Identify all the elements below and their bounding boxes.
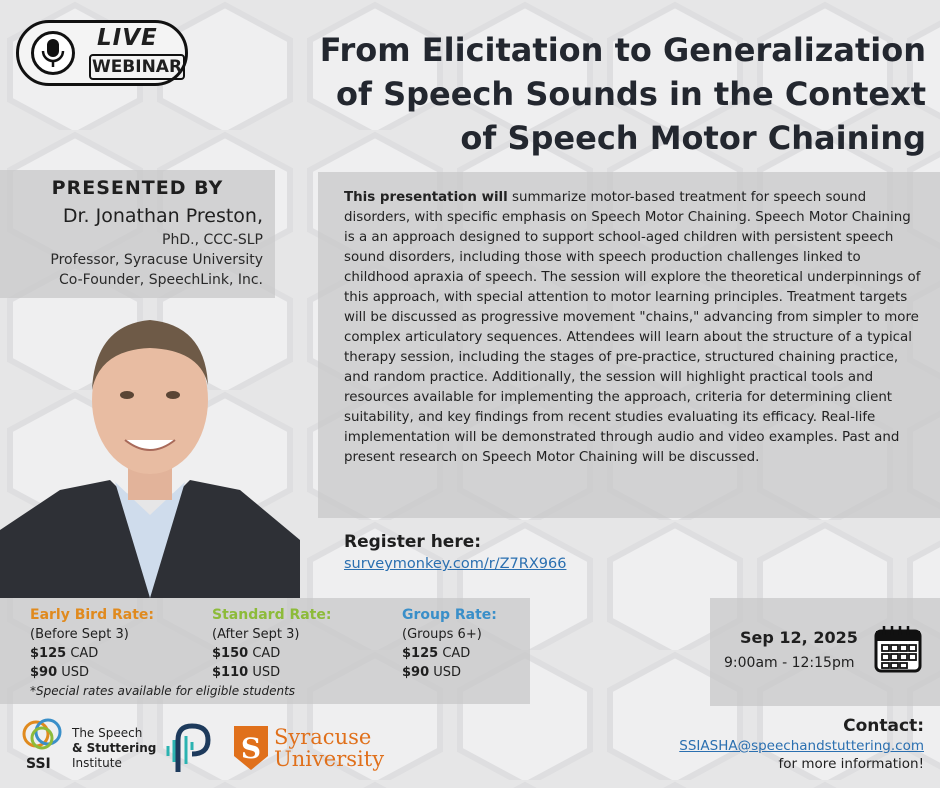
presented-by-heading: PRESENTED BY [51, 177, 224, 199]
ssi-name: The Speech & Stuttering Institute [72, 726, 157, 770]
early-bird-note: (Before Sept 3) [30, 627, 129, 642]
standard-usd: $110 USD [212, 665, 281, 680]
contact-heading: Contact: [843, 716, 924, 736]
group-title: Group Rate: [402, 607, 497, 623]
date-panel [710, 598, 940, 706]
title-line-1: From Elicitation to Generalization [319, 31, 926, 69]
syracuse-name: Syracuse University [274, 725, 385, 771]
title-line-2: of Speech Sounds in the Context [336, 75, 926, 113]
description-text [344, 188, 924, 468]
ssi-abbreviation: SSI [26, 756, 51, 772]
ssi-logo [20, 716, 66, 752]
description-body: summarize motor-based treatment for speech sound disorders, with specific emphasis on Speech Motor Chaining. Speech Motor Chaining is a an approach designed to support school-aged children with persistent speech sound disorders, including those with speech production challenges linked to childhood apraxia of speech. The session will explore the theoretical underpinnings of this approach, with special attention to motor learning principles. Treatment targets will be discussed as progressive movement "chains," advancing from simpler to more complex articulatory sequences. Attendees will learn about the structure of a typical therapy session, including the stages of pre-practice, structured chaining practice, and random practice. Additionally, the session will highlight practical tools and resources available for implementing the approach, criteria for determining client suitability, and key findings from recent studies evaluating its efficacy. Real-life implementation will be demonstrated through audio and video examples. Past and present research on Speech Motor Chaining will be discussed. [344, 190, 921, 465]
svg-text:S: S [240, 732, 262, 765]
standard-title: Standard Rate: [212, 607, 332, 623]
early-bird-rate [30, 606, 154, 682]
register-heading: Register here: [344, 532, 482, 552]
group-usd: $90 USD [402, 665, 462, 680]
presenter-panel [0, 170, 275, 298]
presenter-credentials: PhD., CCC-SLP [162, 232, 263, 248]
register-link[interactable]: surveymonkey.com/r/Z7RX966 [344, 556, 567, 572]
early-bird-title: Early Bird Rate: [30, 607, 154, 623]
event-time: 9:00am - 12:15pm [724, 655, 855, 671]
rates-footnote: *Special rates available for eligible students [30, 684, 296, 698]
register-section [344, 532, 566, 572]
presenter-role-1: Professor, Syracuse University [50, 252, 263, 268]
group-note: (Groups 6+) [402, 627, 482, 642]
syracuse-logo [234, 726, 268, 770]
early-bird-usd: $90 USD [30, 665, 90, 680]
rates-panel [0, 598, 530, 704]
calendar-icon [873, 624, 923, 674]
early-bird-cad: $125 CAD [30, 646, 99, 661]
microphone-icon [31, 31, 75, 75]
contact-more-info: for more information! [778, 756, 924, 772]
presenter-role-2: Co-Founder, SpeechLink, Inc. [59, 272, 263, 288]
live-label: LIVE [97, 25, 158, 51]
presenter-photo [0, 300, 300, 598]
webinar-label: WEBINAR [89, 54, 185, 80]
speechlink-logo [164, 720, 214, 776]
live-webinar-badge [16, 20, 188, 86]
webinar-title [230, 28, 926, 160]
event-date: Sep 12, 2025 [740, 628, 858, 647]
group-rate [402, 606, 497, 682]
group-cad: $125 CAD [402, 646, 471, 661]
standard-cad: $150 CAD [212, 646, 281, 661]
standard-rate [212, 606, 331, 682]
title-line-3: of Speech Motor Chaining [460, 119, 926, 157]
contact-email-link[interactable]: SSIASHA@speechandstuttering.com [679, 738, 924, 754]
logos-row [0, 712, 385, 788]
presenter-name: Dr. Jonathan Preston, [62, 205, 263, 227]
standard-note: (After Sept 3) [212, 627, 300, 642]
description-panel [318, 172, 940, 518]
description-lead: This presentation will [344, 190, 508, 205]
contact-section [679, 716, 924, 772]
